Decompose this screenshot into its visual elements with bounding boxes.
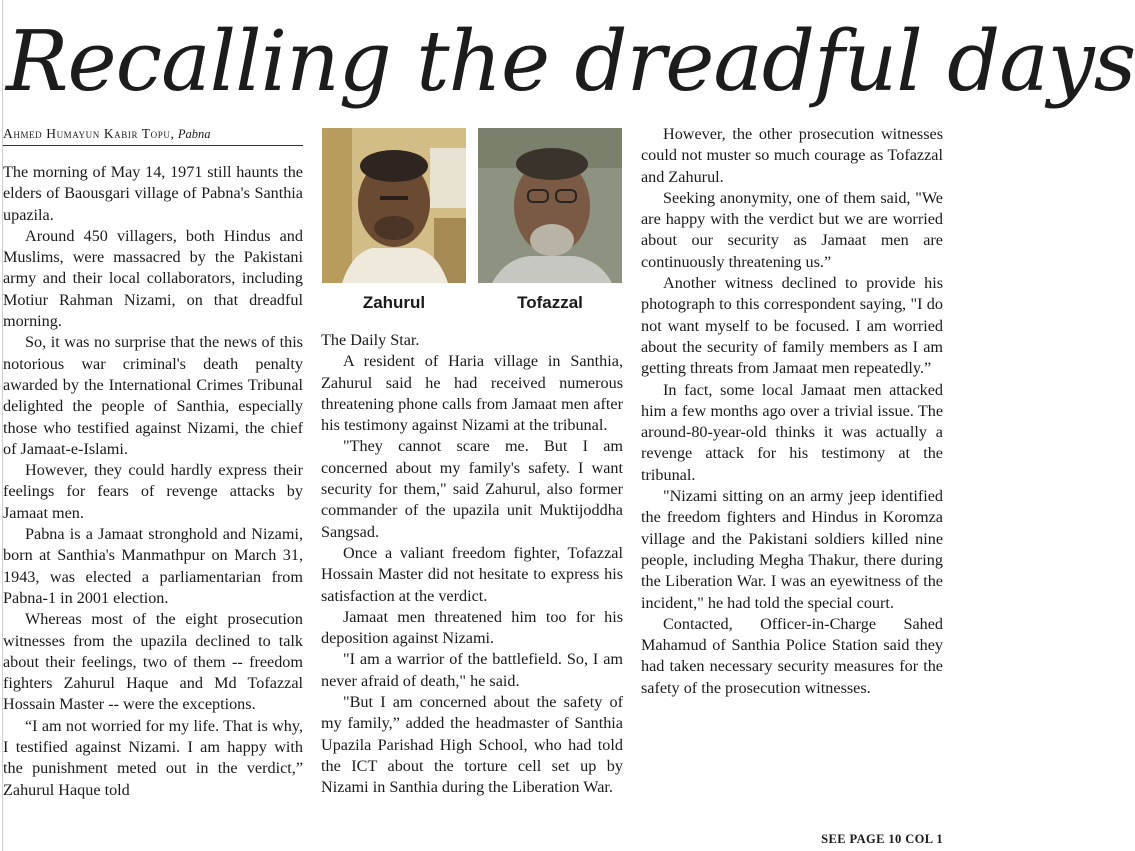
paragraph: Once a valiant freedom fighter, Tofazzal Hossain Master did not hesitate to express his satisfaction at the verdict. [321,543,623,605]
continuation-note: SEE PAGE 10 COL 1 [821,832,943,846]
paragraph: Pabna is a Jamaat stronghold and Nizami, born at Santhia's Manmathpur on March 31, 1943, was elected a parliamentarian from Pabna-1 in 2001 election. [3,525,303,607]
paragraph: Contacted, Officer-in-Charge Sahed Mahamud of Santhia Police Station said they had taken necessary security measures for the safety of the prosecution witnesses. [641,614,943,697]
paragraph: However, the other prosecution witnesses could not muster so much courage as Tofazzal and Zahurul. [641,125,943,186]
article-column-3 [641,124,943,699]
article-column-1 [3,162,303,801]
byline [3,125,303,146]
paragraph: “I am not worried for my life. That is why, I testified against Nizami. I am happy with the punishment meted out in the verdict,” Zahurul Haque told [3,716,303,799]
paragraph: A resident of Haria village in Santhia, Zahurul said he had received numerous threatening phone calls from Jamaat men after his testimony against Nizami at the tribunal. [321,352,623,435]
byline-author: Ahmed Humayun Kabir Topu, [3,126,175,141]
paragraph: "Nizami sitting on an army jeep identified the freedom fighters and Hindus in Koromza village and the Pakistani soldiers killed nine people, including Megha Thakur, there during the Liberation War. I was an eyewitness of the incident," he had told the special court. [641,487,943,612]
portrait-tofazzal-image [478,128,622,283]
paragraph: However, they could hardly express their feelings for fears of revenge attacks by Jamaat men. [3,461,303,522]
paragraph: "But I am concerned about the safety of my family,” added the headmaster of Santhia Upazila Parishad High School, who had told the ICT about the torture cell set up by Nizami in Santhia during the Liberation War. [321,693,623,797]
paragraph: Seeking anonymity, one of them said, "We are happy with the verdict but we are worried about our security as Jamaat men are continuously threatening us.” [641,188,943,271]
paragraph: Around 450 villagers, both Hindus and Muslims, were massacred by the Pakistani army and their local collaborators, including Motiur Rahman Nizami, on that dreadful morning. [3,226,303,331]
paragraph: Another witness declined to provide his photograph to this correspondent saying, "I do not want myself to be focused. I am worried about the security of family members as I am getting threats from Jamaat men repeatedly.” [641,274,943,378]
photo-tofazzal [478,128,622,283]
paragraph: "I am a warrior of the battlefield. So, I am never afraid of death," he said. [321,650,623,690]
headline: Recalling the dreadful days [6,13,1135,110]
photo-caption-tofazzal: Tofazzal [517,293,583,312]
paragraph: "They cannot scare me. But I am concerned about my family's safety. I want security for them," said Zahurul, also former commander of the upazila unit Muktijoddha Sangsad. [321,437,623,541]
photo-zahurul [322,128,466,283]
paragraph: So, it was no surprise that the news of this notorious war criminal's death penalty awarded by the International Crimes Tribunal delighted the people of Santhia, especially those who testified against Nizami, the chief of Jamaat-e-Islami. [3,333,303,458]
paragraph: The Daily Star. [321,331,420,349]
byline-location: Pabna [177,127,211,141]
paragraph: In fact, some local Jamaat men attacked him a few months ago over a trivial issue. The around-80-year-old thinks it was actually a revenge attack for his testimony at the tribunal. [641,380,943,484]
portrait-zahurul-image [322,128,466,283]
paragraph: Jamaat men threatened him too for his deposition against Nizami. [321,607,623,648]
paragraph: The morning of May 14, 1971 still haunts the elders of Baousgari village of Pabna's Santhia upazila. [3,163,303,224]
paragraph: Whereas most of the eight prosecution witnesses from the upazila declined to talk about their feelings, two of them -- freedom fighters Zahurul Haque and Md Tofazzal Hossain Master -- were the exceptions. [3,610,303,714]
article-column-2 [321,330,623,799]
photo-caption-zahurul: Zahurul [362,293,426,312]
